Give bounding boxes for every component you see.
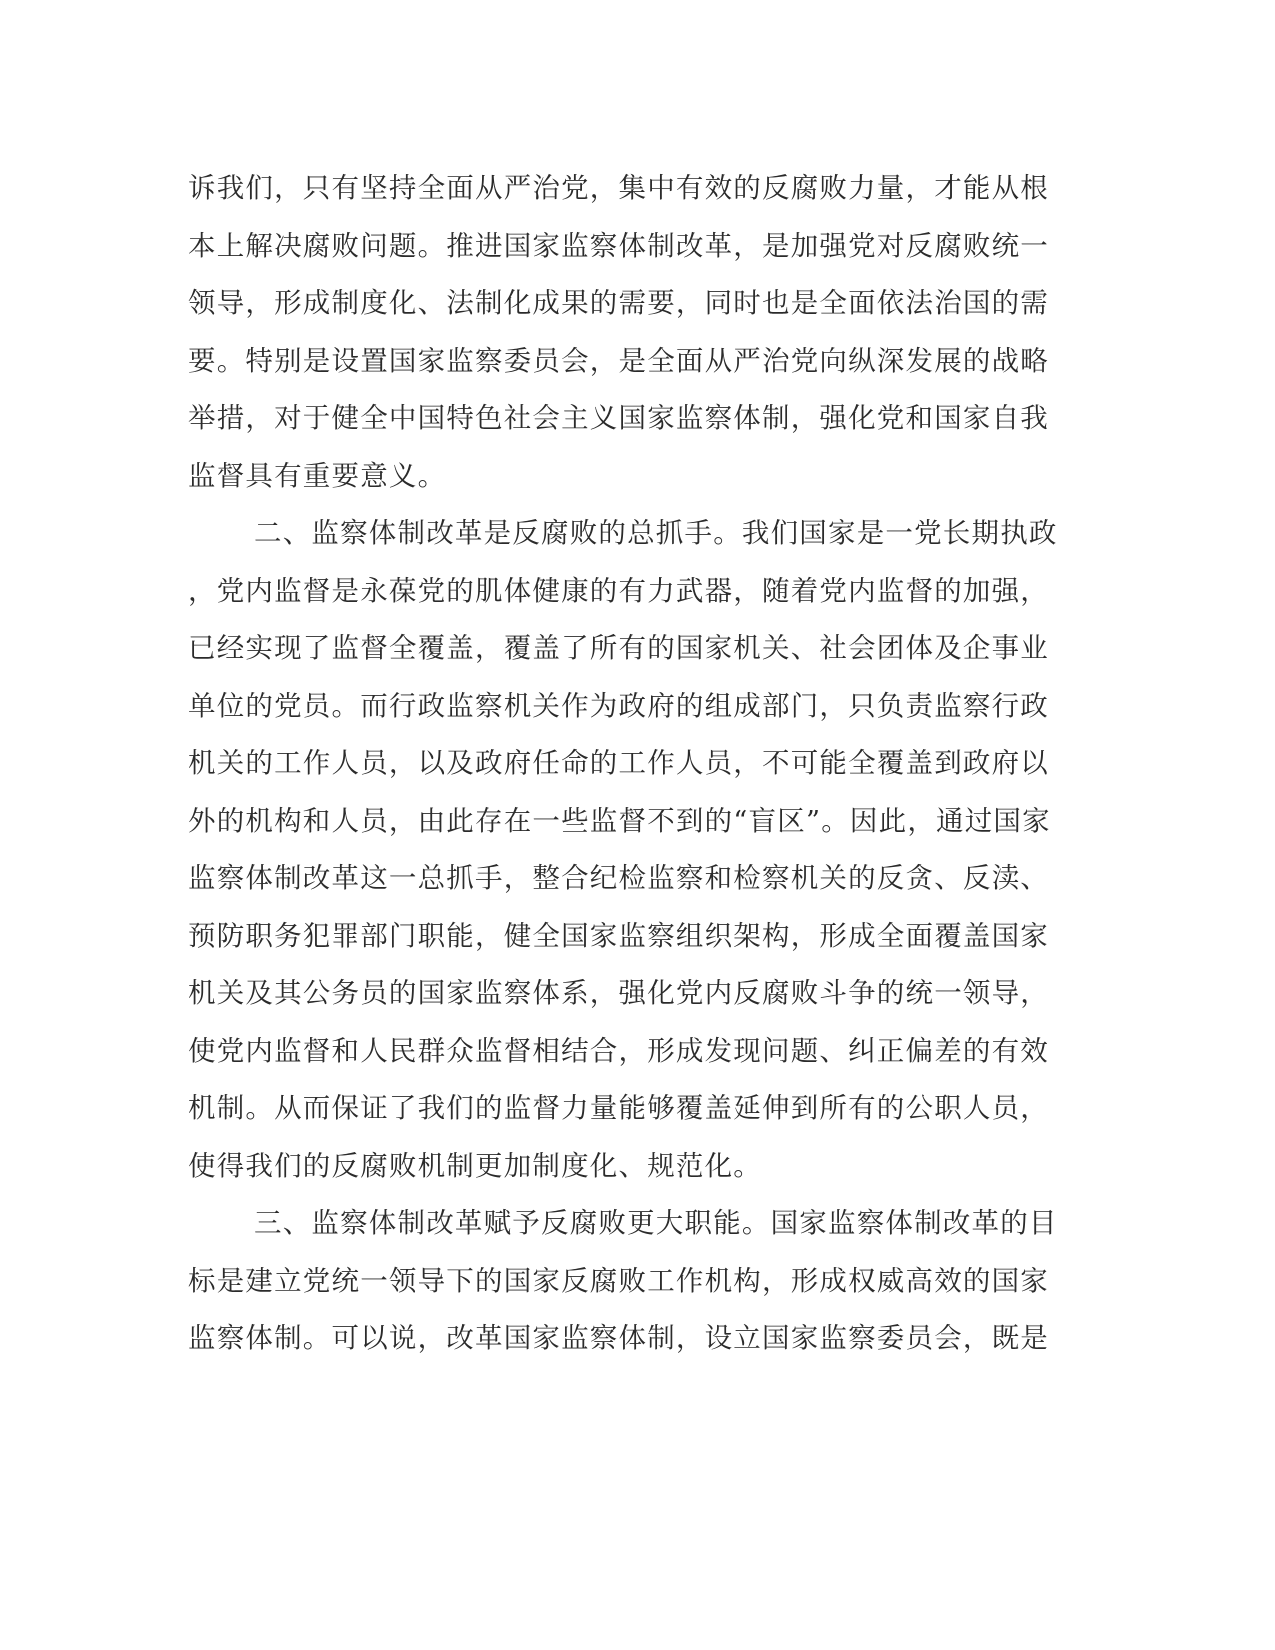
text-line: 监察体制。可以说，改革国家监察体制，设立国家监察委员会，既是 [188, 1322, 1049, 1354]
text-line: 单位的党员。而行政监察机关作为政府的组成部门，只负责监察行政 [188, 689, 1049, 722]
text-line: 已经实现了监督全覆盖，覆盖了所有的国家机关、社会团体及企事业 [188, 632, 1049, 664]
text-line: 监察体制改革这一总抓手，整合纪检监察和检察机关的反贪、反渎、 [188, 862, 1049, 894]
text-line: 机制。从而保证了我们的监督力量能够覆盖延伸到所有的公职人员， [188, 1092, 1049, 1124]
text-line: 使得我们的反腐败机制更加制度化、规范化。 [188, 1149, 762, 1182]
text-line: 领导，形成制度化、法制化成果的需要，同时也是全面依法治国的需 [188, 287, 1049, 319]
text-line: 本上解决腐败问题。推进国家监察体制改革，是加强党对反腐败统一 [188, 229, 1049, 262]
text-line: 预防职务犯罪部门职能，健全国家监察组织架构，形成全面覆盖国家 [188, 919, 1049, 952]
text-line: 外的机构和人员，由此存在一些监督不到的“盲区”。因此，通过国家 [188, 804, 1051, 837]
text-line: 要。特别是设置国家监察委员会，是全面从严治党向纵深发展的战略 [188, 344, 1049, 377]
text-line: 诉我们，只有坚持全面从严治党，集中有效的反腐败力量，才能从根 [188, 172, 1049, 204]
text-line: 使党内监督和人民群众监督相结合，形成发现问题、纠正偏差的有效 [188, 1034, 1049, 1067]
text-line: 机关的工作人员，以及政府任命的工作人员，不可能全覆盖到政府以 [188, 747, 1049, 779]
text-line: 监督具有重要意义。 [188, 459, 447, 492]
text-line: ，党内监督是永葆党的肌体健康的有力武器，随着党内监督的加强， [188, 574, 1049, 607]
body-text [188, 160, 1078, 1368]
text-line: 机关及其公务员的国家监察体系，强化党内反腐败斗争的统一领导， [188, 977, 1049, 1009]
text-line: 标是建立党统一领导下的国家反腐败工作机构，形成权威高效的国家 [188, 1264, 1049, 1297]
paragraph-start-line: 二、监察体制改革是反腐败的总抓手。我们国家是一党长期执政 [254, 517, 1058, 549]
paragraph-start-line: 三、监察体制改革赋予反腐败更大职能。国家监察体制改革的目 [254, 1207, 1058, 1239]
text-line: 举措，对于健全中国特色社会主义国家监察体制，强化党和国家自我 [188, 402, 1049, 434]
